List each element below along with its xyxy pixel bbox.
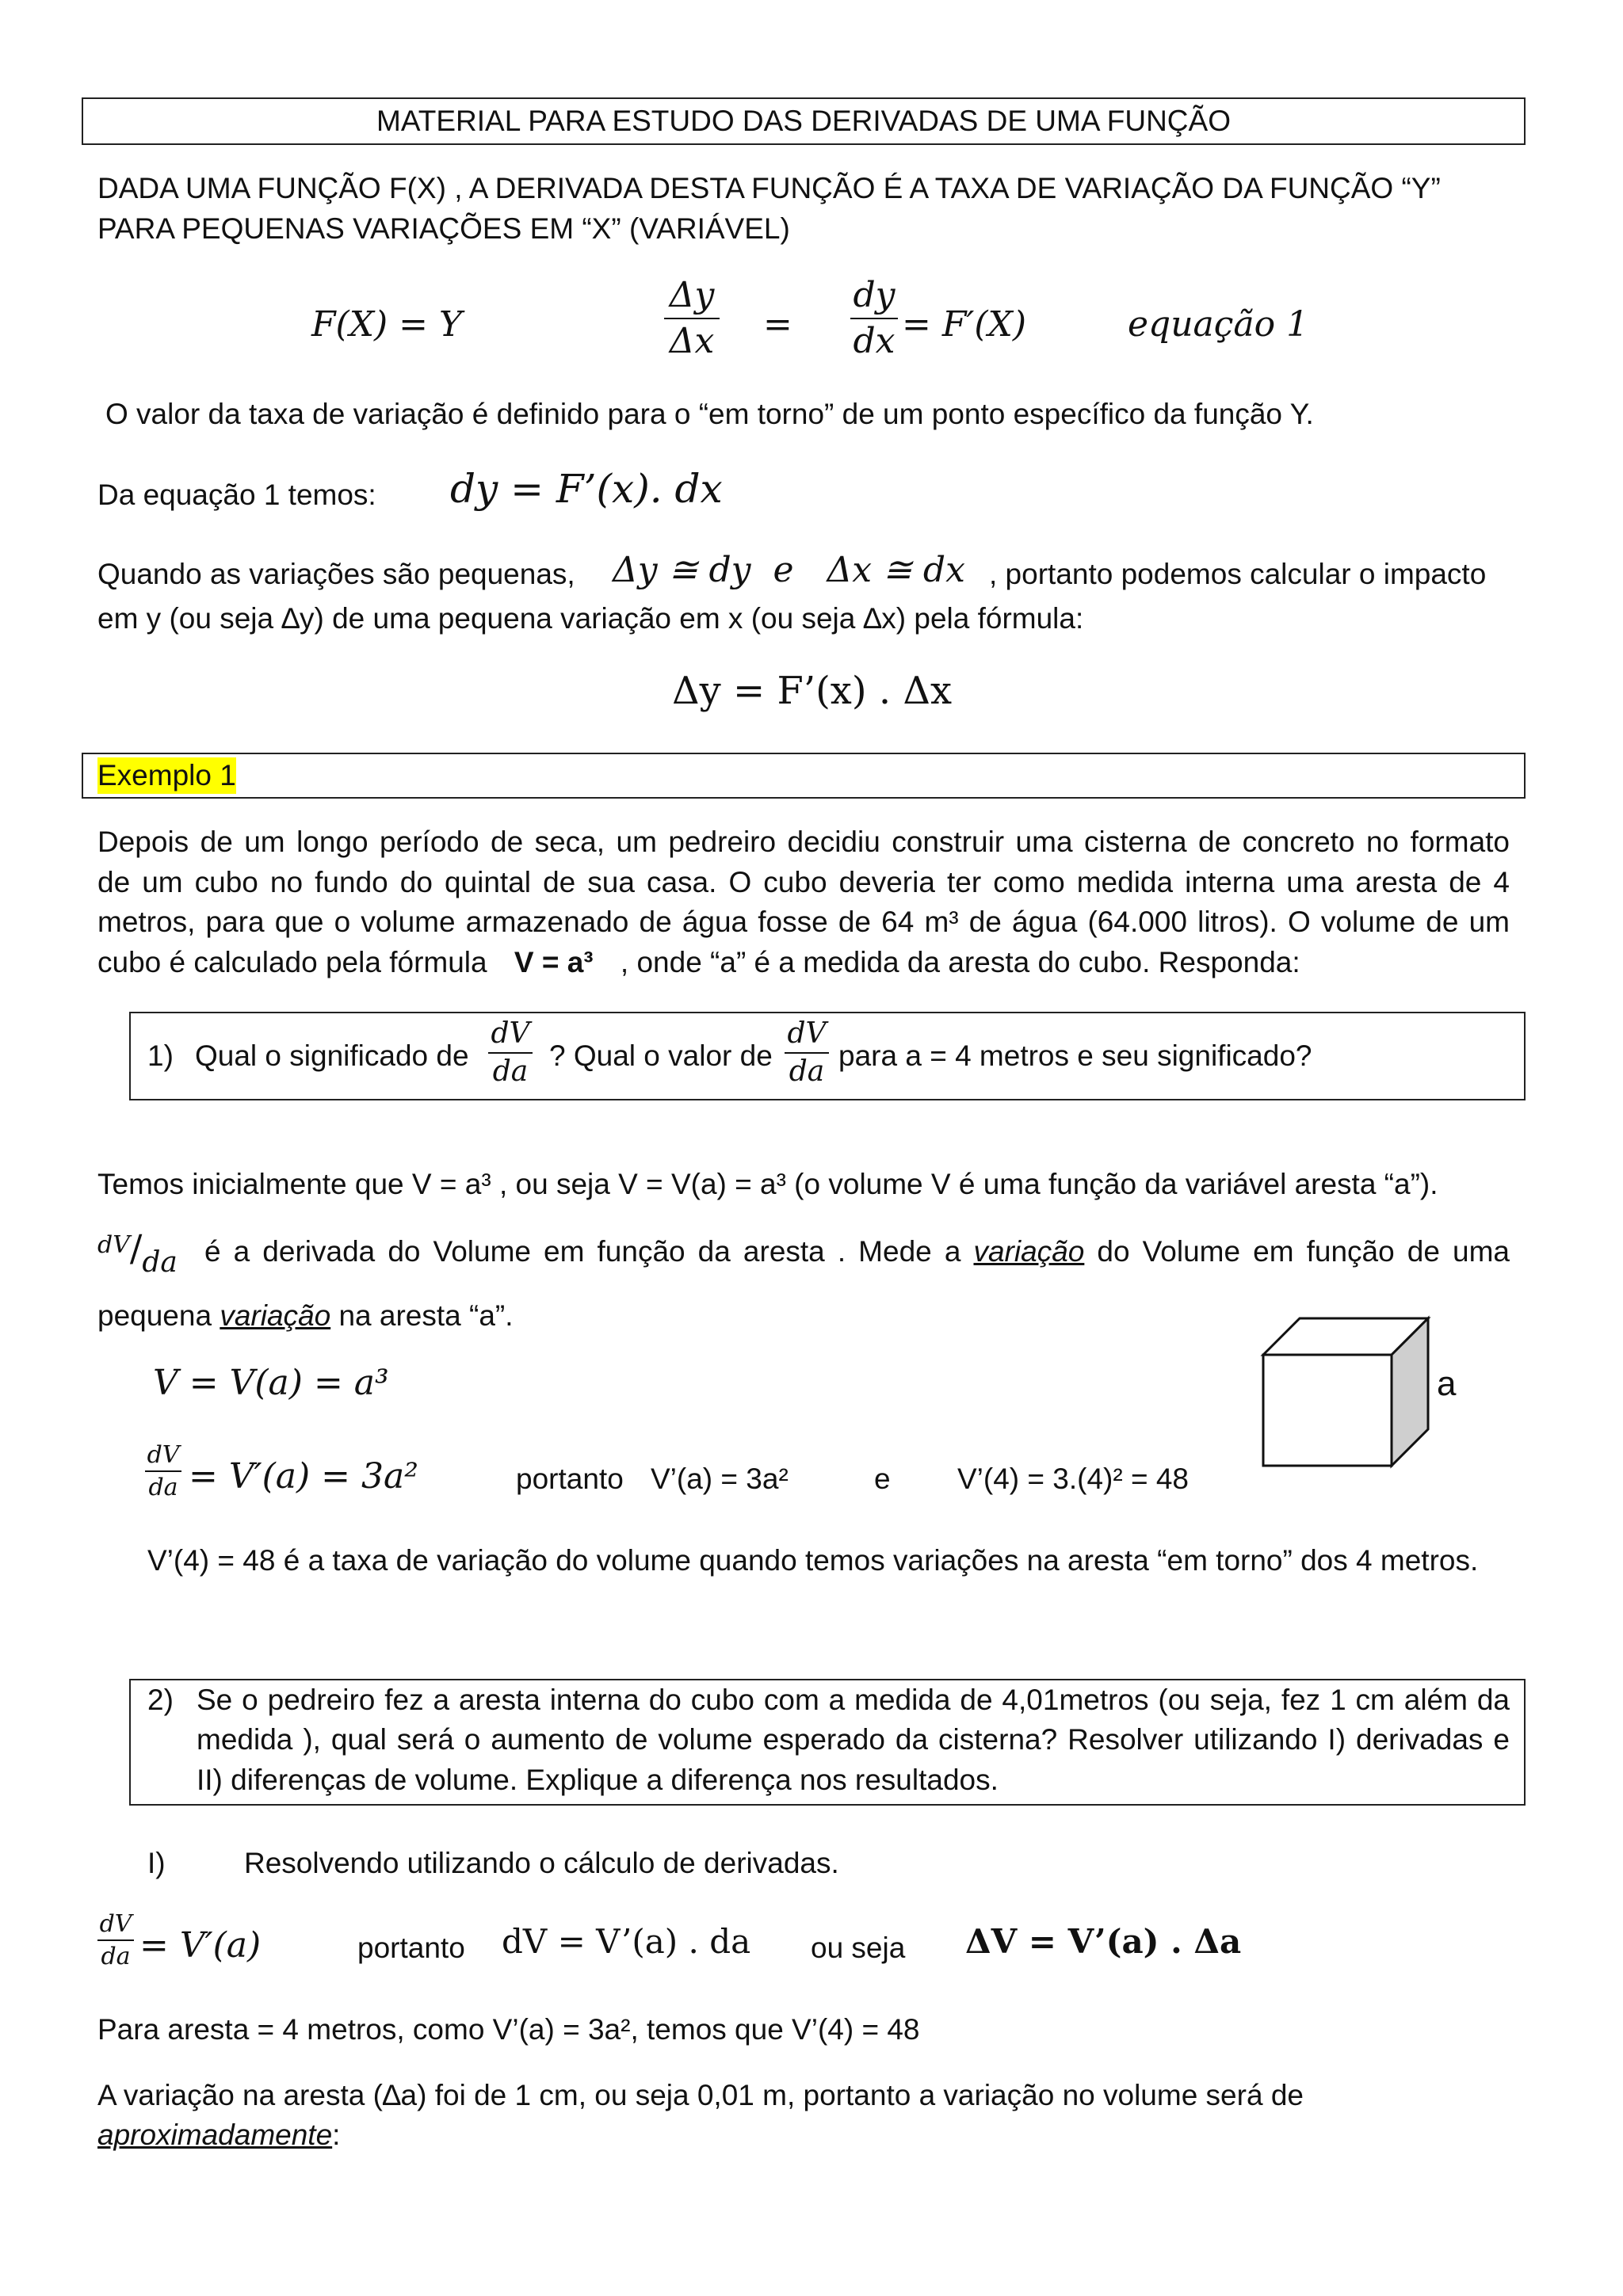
frac-den: da: [492, 1055, 529, 1088]
v4-meaning: V’(4) = 48 é a taxa de variação do volume quando temos variações na aresta “em torno” dos 4 metros.: [147, 1544, 1479, 1577]
from-eq1-formula: dy = F’(x). dx: [450, 466, 723, 512]
cube-front-face: [1263, 1355, 1392, 1466]
deriv-row-v4: V’(4) = 3.(4)² = 48: [957, 1463, 1190, 1495]
eq1-frac-d: [850, 273, 898, 364]
initially-text: Temos inicialmente que V = a³ , ou seja V = V(a) = a³ (o volume V é uma função da variável aresta “a”).: [97, 1168, 1438, 1200]
problem-line-4: [97, 943, 1300, 982]
variation-note-line-2: [97, 2115, 340, 2155]
problem-line-1: Depois de um longo período de seca, um pedreiro decidiu construir uma cisterna de concreto no formato: [97, 826, 1510, 858]
small-var-math: Δy ≅ dy e Δx ≅ dx: [613, 550, 965, 590]
question-1-text-b: ? Qual o valor de: [549, 1039, 773, 1072]
deriv-row-frac: [145, 1440, 181, 1504]
cube-edge-label: a: [1437, 1364, 1457, 1403]
question-1-text-a: Qual o significado de: [195, 1039, 469, 1072]
derivative-def-line-2: [97, 1296, 514, 1336]
eq1-equals: =: [763, 304, 792, 345]
cube-volume-formula: V = a³: [514, 946, 594, 978]
frac-num: dV: [99, 1910, 132, 1938]
problem-line-4-pre: cubo é calculado pela fórmula: [97, 946, 487, 978]
derivative-def-line-2-post: na aresta “a”.: [338, 1299, 514, 1332]
variation-note-colon: :: [332, 2119, 341, 2151]
main-formula: Δy = F’(x) . Δx: [672, 669, 953, 713]
small-var-line-2: em y (ou seja ∆y) de uma pequena variação em x (ou seja ∆x) pela fórmula:: [97, 602, 1084, 635]
derivative-def-line-2-pre: pequena: [97, 1299, 212, 1332]
word-variacao-2: variação: [220, 1299, 331, 1332]
frac-den: da: [101, 1943, 131, 1970]
aresta-note: Para aresta = 4 metros, como V’(a) = 3a², temos que V’(4) = 48: [97, 2013, 920, 2046]
eq1-frac-delta-num: Δy: [669, 275, 715, 315]
deriv-row-2-rhs: = V′(a): [139, 1925, 262, 1966]
question-1-frac-2: [785, 1016, 829, 1090]
deriv-row-v-prime: V’(a) = 3a²: [651, 1463, 789, 1495]
slash: /: [129, 1226, 143, 1269]
question-2-number: 2): [147, 1684, 174, 1716]
slash-fraction: [97, 1226, 178, 1279]
eq1-rhs: = F′(X): [902, 304, 1027, 345]
note-rate: O valor da taxa de variação é definido para o “em torno” de um ponto específico da função Y.: [105, 398, 1314, 430]
word-variacao: variação: [973, 1235, 1085, 1268]
small-var-post: , portanto podemos calcular o impacto: [989, 558, 1487, 590]
title-box: [82, 97, 1526, 145]
deriv-row-2-frac: [97, 1909, 134, 1973]
frac-num: dV: [491, 1017, 530, 1050]
problem-line-2: de um cubo no fundo do quintal de sua casa. O cubo deveria ter como medida interna uma aresta de 4: [97, 866, 1510, 898]
part-1-text: Resolvendo utilizando o cálculo de derivadas.: [244, 1847, 839, 1879]
question-1-text-c: para a = 4 metros e seu significado?: [838, 1039, 1312, 1072]
deriv-row-e: e: [874, 1463, 891, 1495]
eq1-frac-delta-den: Δx: [669, 321, 715, 361]
part-1-roman: I): [147, 1847, 166, 1879]
frac-num: dV: [147, 1441, 180, 1469]
eq1-frac-d-den: dx: [853, 321, 896, 361]
question-1-number: 1): [147, 1039, 174, 1072]
variation-note-line-1: A variação na aresta (∆a) foi de 1 cm, ou seja 0,01 m, portanto a variação no volume será de: [97, 2079, 1304, 2111]
deriv-row-2-portanto: portanto: [357, 1932, 465, 1964]
question-1-frac-1: [488, 1016, 533, 1090]
intro-line-2: PARA PEQUENAS VARIAÇÕES EM “X” (VARIÁVEL): [97, 212, 790, 245]
derivative-def-text-2: do Volume em função de uma: [1097, 1235, 1510, 1268]
deriv-row-rhs: = V′(a) = 3a²: [189, 1456, 418, 1497]
deriv-row-2-dv: dV = V’(a) . da: [502, 1922, 751, 1961]
frac-den: da: [789, 1055, 825, 1088]
question-2-line-2: medida ), qual será o aumento de volume esperado da cisterna? Resolver utilizando I) derivadas e: [197, 1723, 1510, 1756]
eq1-lhs: F(X) = Y: [311, 304, 463, 345]
example-label: Exemplo 1: [97, 757, 236, 794]
intro-line-1: DADA UMA FUNÇÃO F(X) , A DERIVADA DESTA FUNÇÃO É A TAXA DE VARIAÇÃO DA FUNÇÃO “Y”: [97, 172, 1441, 204]
page-title: MATERIAL PARA ESTUDO DAS DERIVADAS DE UMA FUNÇÃO: [376, 105, 1231, 137]
derivative-def-text-1: é a derivada do Volume em função da aresta . Mede a: [204, 1235, 961, 1268]
question-2-line-1: Se o pedreiro fez a aresta interna do cubo com a medida de 4,01metros (ou seja, fez 1 cm além da: [197, 1684, 1510, 1716]
slash-num: dV: [97, 1231, 130, 1259]
frac-num: dV: [787, 1017, 827, 1050]
question-2-line-3: II) diferenças de volume. Explique a diferença nos resultados.: [197, 1764, 999, 1796]
eq1-frac-delta: [664, 273, 720, 364]
deriv-row-2-delta-v: ΔV = V’(a) . Δa: [965, 1922, 1242, 1961]
example-box: [82, 753, 1526, 799]
deriv-row-2-ou-seja: ou seja: [811, 1932, 906, 1964]
problem-line-4-post: , onde “a” é a medida da aresta do cubo. Responda:: [620, 946, 1300, 978]
eq1-frac-d-num: dy: [853, 275, 896, 315]
eq1-label: equação 1: [1128, 304, 1309, 345]
slash-den: da: [142, 1246, 178, 1279]
word-aproximadamente: aproximadamente: [97, 2119, 333, 2151]
derivative-def-line-1: [204, 1232, 1510, 1272]
cube-illustration: [1260, 1315, 1442, 1474]
small-var-pre: Quando as variações são pequenas,: [97, 558, 575, 590]
frac-den: da: [148, 1474, 178, 1501]
deriv-row-portanto: portanto: [516, 1463, 624, 1495]
volume-formula: V = V(a) = a³: [153, 1363, 389, 1403]
problem-line-3: metros, para que o volume armazenado de água fosse de 64 m³ de água (64.000 litros). O volume de um: [97, 906, 1510, 938]
from-eq1-label: Da equação 1 temos:: [97, 479, 376, 511]
